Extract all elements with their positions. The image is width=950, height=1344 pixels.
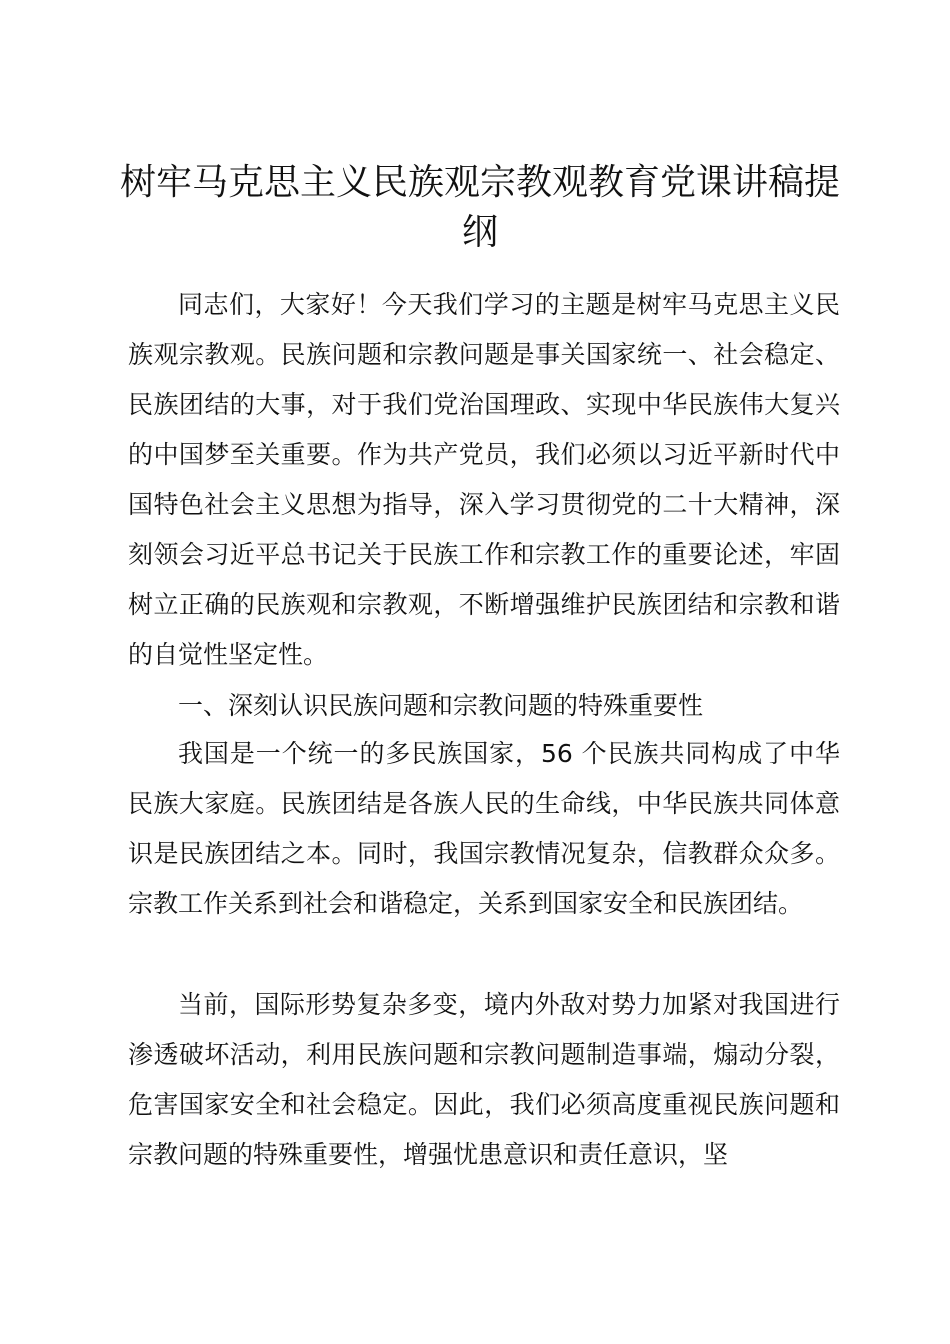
paragraph-body: 我国是一个统一的多民族国家，56 个民族共同构成了中华民族大家庭。民族团结是各族人民的生命线，中华民族共同体意识是民族团结之本。同时，我国宗教情况复杂，信教群众众多。宗教工作关系到社会和谐稳定，关系到国家安全和民族团结。 [128, 739, 840, 918]
document-title: 树牢马克思主义民族观宗教观教育党课讲稿提纲 [120, 162, 841, 253]
paragraph-intro: 同志们，大家好！今天我们学习的主题是树牢马克思主义民族观宗教观。民族问题和宗教问题是事关国家统一、社会稳定、民族团结的大事，对于我们党治国理政、实现中华民族伟大复兴的中国梦至关重要。作为共产党员，我们必须以习近平新时代中国特色社会主义思想为指导，深入学习贯彻党的二十大精神，深刻领会习近平总书记关于民族工作和宗教工作的重要论述，牢固树立正确的民族观和宗教观，不断增强维护民族团结和宗教和谐的自觉性坚定性。 [128, 290, 840, 669]
paragraph-body: 当前，国际形势复杂多变，境内外敌对势力加紧对我国进行渗透破坏活动，利用民族问题和宗教问题制造事端，煽动分裂，危害国家安全和社会稳定。因此，我们必须高度重视民族问题和宗教问题的特殊重要性，增强忧患意识和责任意识，坚 [128, 990, 840, 1169]
section-heading-1: 一、深刻认识民族问题和宗教问题的特殊重要性 [178, 691, 704, 720]
